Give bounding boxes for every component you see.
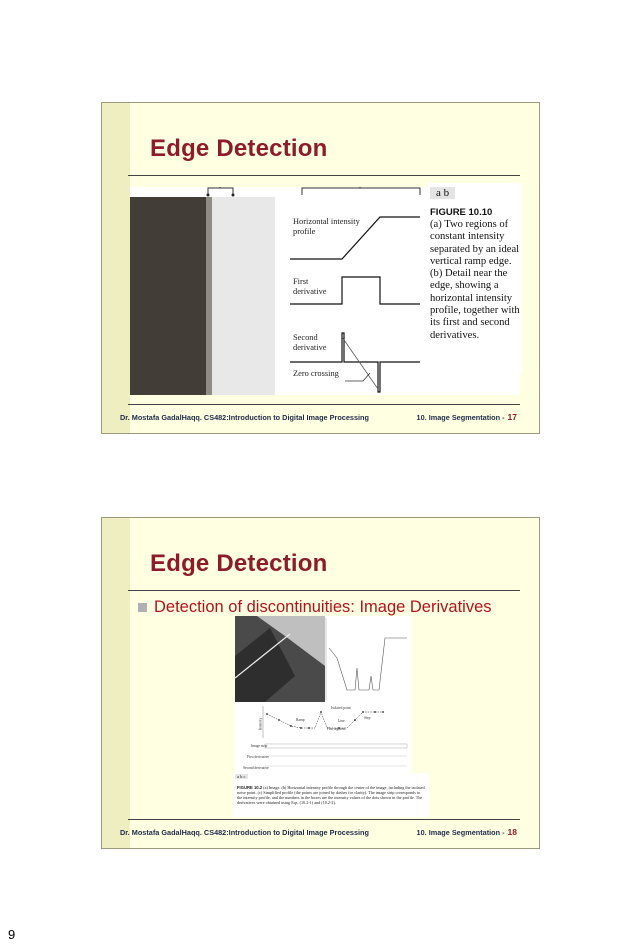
figure-number: FIGURE 10.10: [430, 207, 493, 218]
figure-2-ab-label: a b c: [237, 774, 246, 779]
label-zero-crossing: Zero crossing: [293, 369, 339, 378]
dark-region: [130, 197, 206, 395]
row-image-strip: Image strip: [251, 744, 268, 748]
bullet-square-icon: [138, 603, 147, 612]
ramp-region: [206, 197, 212, 395]
bracket-b: [302, 187, 420, 195]
label-intensity: Intensity: [258, 717, 263, 731]
footer-author: Dr. Mostafa GadalHaqq. CS482:Introduction to Digital Image Processing: [120, 413, 369, 422]
figure-2-caption-body: (a) Image. (b) Horizontal intensity profile through the center of the image, including the isolated noise point. (c) Simplified profile (the points are joined by dashes for clarity). The image strip corresponds to the intensity profile, and the numbers in the boxes are the intensity values of the dots shown in the profile. The derivatives were obtained using Eqs. (10.2-1) and (10.2-2).: [237, 785, 425, 805]
figure-caption: [428, 183, 522, 373]
figure-2-number: FIGURE 10.2: [237, 785, 263, 790]
figure-2-caption-text: [237, 785, 425, 805]
label-second-derivative: Second derivative: [293, 333, 327, 352]
slide-title: Edge Detection: [150, 135, 328, 162]
slide-number: 17: [507, 412, 517, 422]
title-rule: [128, 590, 520, 591]
figure-ab-label: a b: [430, 187, 455, 199]
title-rule: [128, 175, 520, 176]
label-first-derivative: First derivative: [293, 277, 327, 296]
footer-section-label: 10. Image Segmentation -: [416, 828, 505, 837]
slide-18: [101, 517, 540, 849]
bullet-text: Detection of discontinuities: Image Derivatives: [154, 598, 492, 616]
bullet-item: [138, 598, 492, 617]
slide-sidebar: [102, 103, 130, 433]
figure-2-caption: [233, 773, 429, 817]
slide-17: [101, 102, 540, 434]
bracket-a: [208, 187, 233, 195]
label-line: Line: [338, 719, 345, 723]
page-number: 9: [8, 927, 16, 942]
footer-author: Dr. Mostafa GadalHaqq. CS482:Introduction to Digital Image Processing: [120, 828, 369, 837]
label-step: Step: [364, 716, 371, 720]
row-first-derivative: First derivative: [247, 755, 269, 759]
footer-section: [417, 412, 517, 422]
footer-rule: [128, 819, 520, 820]
derivatives-figure: [235, 616, 411, 773]
slide-sidebar: [102, 518, 130, 848]
light-region: [212, 197, 275, 395]
footer-rule: [128, 404, 520, 405]
zero-crossing-pointer: [345, 373, 370, 381]
slide-title: Edge Detection: [150, 550, 328, 577]
footer-section: [417, 827, 517, 837]
label-horizontal-profile: Horizontal intensity profile: [293, 217, 360, 236]
fig-simplified-c: [235, 702, 411, 773]
label-isolated-point: Isolated point: [331, 706, 351, 710]
label-ramp: Ramp: [296, 718, 305, 722]
fig-profile-b: [325, 616, 411, 702]
footer-section-label: 10. Image Segmentation -: [416, 413, 505, 422]
slide-number: 18: [507, 827, 517, 837]
row-second-derivative: Second derivative: [243, 766, 269, 770]
label-flat-segment: Flat segment: [327, 727, 346, 731]
figure-caption-text: (a) Two regions of constant intensity separated by an ideal vertical ramp edge. (b) Detail near the edge, showing a horizontal intensity profile, together with its first and second derivatives.: [430, 219, 520, 341]
